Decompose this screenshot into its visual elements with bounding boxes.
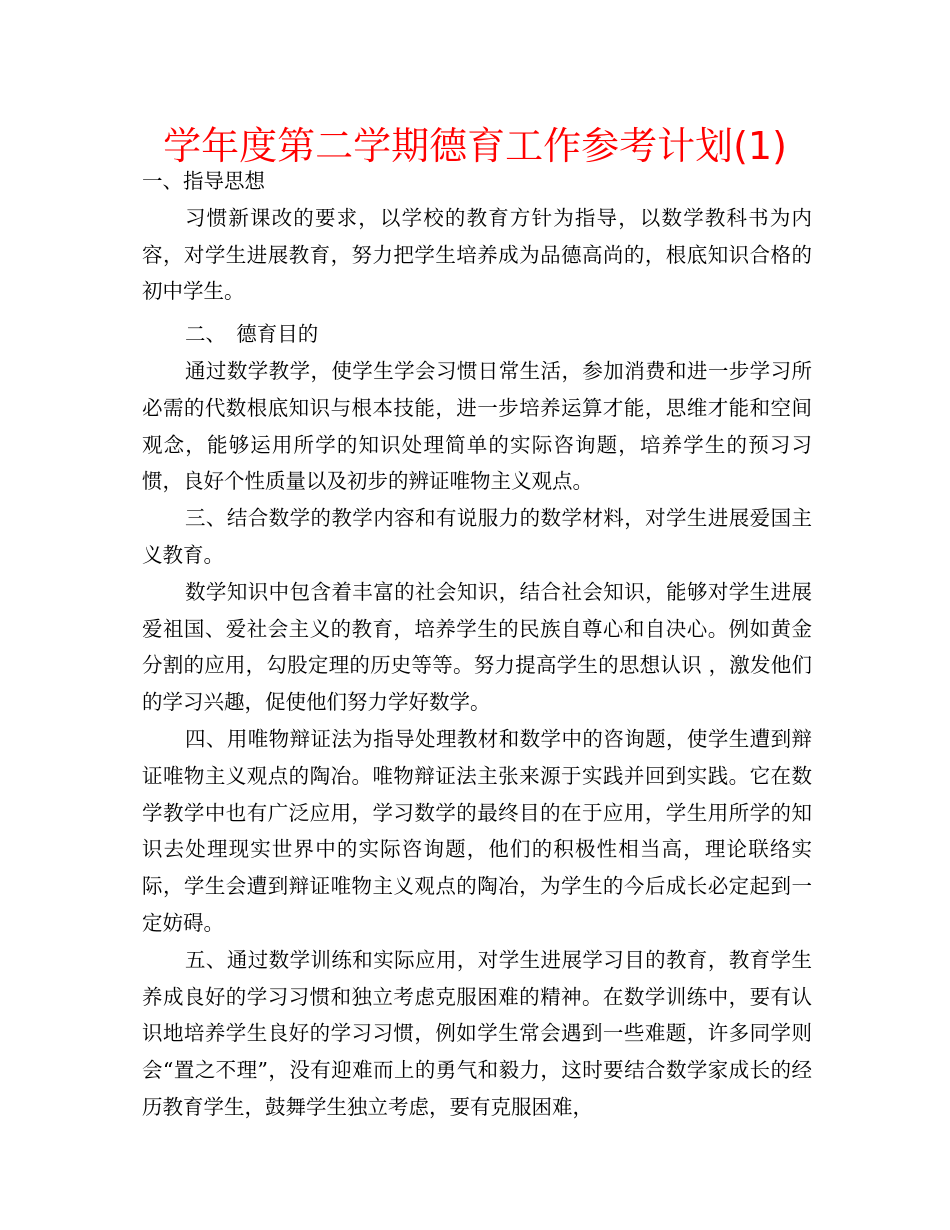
document-title: 学年度第二学期德育工作参考计划(1): [163, 124, 787, 168]
section-heading-moral-goal: 二、 德育目的: [185, 322, 319, 347]
paragraph-social-knowledge: 数学知识中包含着丰富的社会知识，结合社会知识，能够对学生进展爱祖国、爱社会主义的教育，培养学生的民族自尊心和自决心。例如黄金分割的应用，勾股定理的历史等等。努力提高学生的思想认识 ，激发他们的学习兴趣，促使他们努力学好数学。: [142, 579, 812, 715]
paragraph-learning-purpose: 五、通过数学训练和实际应用，对学生进展学习目的教育，教育学生养成良好的学习习惯和独立考虑克服困难的精神。在数学训练中，要有认识地培养学生良好的学习习惯，例如学生常会遇到一些难题，许多同学则会“置之不理”，没有迎难而上的勇气和毅力，这时要结合数学家成长的经历教育学生，鼓舞学生独立考虑，要有克服困难，: [142, 947, 812, 1119]
section-heading-guiding-thought: 一、指导思想: [142, 169, 265, 193]
document-body: [142, 163, 812, 1126]
paragraph-dialectical-materialism: 四、用唯物辩证法为指导处理教材和数学中的咨询题，使学生遭到辩证唯物主义观点的陶冶。唯物辩证法主张来源于实践并回到实践。它在数学教学中也有广泛应用，学习数学的最终目的在于应用，学生用所学的知识去处理现实世界中的实际咨询题，他们的积极性相当高，理论联络实际，学生会遭到辩证唯物主义观点的陶冶，为学生的今后成长必定起到一定妨碍。: [142, 726, 812, 935]
paragraph-moral-goal: 通过数学教学，使学生学会习惯日常生活，参加消费和进一步学习所必需的代数根底知识与根本技能，进一步培养运算才能，思维才能和空间观念，能够运用所学的知识处理简单的实际咨询题，培养学生的预习习惯，良好个性质量以及初步的辨证唯物主义观点。: [142, 358, 812, 494]
paragraph-guiding-thought: 习惯新课改的要求，以学校的教育方针为指导，以数学教科书为内容，对学生进展教育，努力把学生培养成为品德高尚的，根底知识合格的初中学生。: [142, 205, 812, 304]
paragraph-patriotic-education: 三、结合数学的教学内容和有说服力的数学材料，对学生进展爱国主义教育。: [142, 506, 812, 567]
